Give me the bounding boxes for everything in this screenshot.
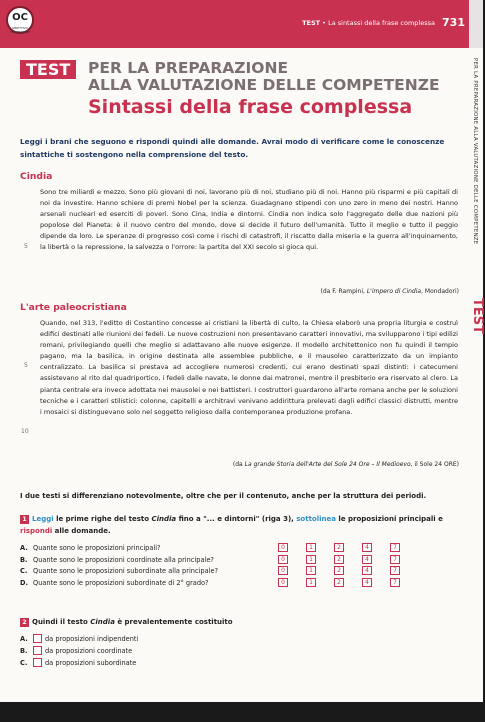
running-title-strong: TEST (302, 19, 321, 27)
answer-box[interactable]: 4 (362, 566, 372, 575)
q1-part-4: alle domande. (52, 527, 111, 535)
answer-box[interactable]: 1 (306, 566, 316, 575)
q1-item-text: Quante sono le proposizioni subordinate alla principale? (33, 567, 219, 575)
answer-box[interactable]: 7 (390, 555, 400, 564)
q2-option (20, 634, 138, 643)
answer-box[interactable]: 4 (362, 578, 372, 587)
page-title: Sintassi della frase complessa (88, 96, 413, 118)
side-tab-text: PER LA PREPARAZIONE ALLA VALUTAZIONE DELLE COMPETENZE (472, 58, 478, 245)
answer-box[interactable]: 1 (306, 555, 316, 564)
q1-item (20, 567, 218, 575)
source-cindia (320, 288, 459, 295)
q2-option-letter: C. (20, 659, 28, 667)
q1-part-3: le proposizioni principali e (336, 515, 443, 523)
source-cindia-pre: (da F. Rampini, (320, 288, 367, 295)
q1-item-text: Quante sono le proposizioni principali? (33, 544, 161, 552)
answer-box[interactable]: 0 (278, 555, 288, 564)
q1-item-text: Quante sono le proposizioni subordinate di 2° grado? (33, 578, 209, 587)
questions-lead: I due testi si differenziano notevolmente, oltre che per il contenuto, anche per la struttura dei periodi. (20, 492, 427, 500)
answer-box[interactable]: 0 (278, 578, 288, 587)
title-line-1: PER LA PREPARAZIONE (88, 59, 289, 77)
q2-checkbox[interactable] (33, 634, 42, 643)
q2-option (20, 658, 136, 667)
source-arte-title: La grande Storia dell'Arte del Sole 24 Ore – Il Medioevo (244, 461, 411, 468)
q2-option-text: da proposizioni indipendenti (45, 635, 139, 643)
source-arte-post: , il Sole 24 ORE) (410, 461, 459, 468)
q1-item (20, 544, 161, 552)
q1-item-letter: C. (20, 567, 28, 575)
q1-italic: Cindia (151, 515, 177, 523)
top-banner (0, 0, 483, 48)
question-1-number: 1 (20, 515, 29, 524)
q1-verb-rispondi: rispondi (20, 527, 53, 535)
page-number: 731 (442, 16, 465, 29)
source-cindia-title: L'impero di Cindia (366, 288, 422, 295)
question-2-number: 2 (20, 618, 29, 627)
section-title-cindia: Cindia (20, 171, 53, 182)
q1-item-text: Quante sono le proposizioni coordinate alla principale? (33, 555, 214, 564)
answer-box[interactable]: 7 (390, 566, 400, 575)
answer-box[interactable]: 0 (278, 566, 288, 575)
answer-box[interactable]: 0 (278, 543, 288, 552)
cindia-paragraph: Sono tre miliardi e mezzo. Sono più giovani di noi, lavorano più di noi, studiano più di noi. Hanno più risparmi e più capitali di noi da investire. Hanno schiere di premi Nobel per la scienza. Guadagnano stipendi con uno zero in meno dei nostri. Hanno arsenali nucleari ed eserciti di poveri. Sono Cina, India e dintorni. Cindia non indica solo l'aggregato delle due nazioni più popolose del Pianeta: è il nuovo centro del mondo, dove si decide il futuro dell'umanità. Tutto il meglio e tutto il peggio dipende da loro. Le speranze di progresso così come i rischi di catastrofi, il riscatto dalla miseria e la guerra all'inquinamento, la libertà o la repressione, la salvezza o l'orrore: la partita del XXI secolo si gioca qui. (40, 188, 458, 252)
q1-part-1: le prime righe del testo (53, 515, 152, 523)
source-cindia-post: , Mondadori) (421, 288, 459, 295)
section-title-arte: L'arte paleocristiana (20, 302, 127, 313)
arte-paragraph: Quando, nel 313, l'editto di Costantino concesse ai cristiani la libertà di culto, la Chiesa elaborò una propria liturgia e costruì edifici destinati alle riunioni dei fedeli. Le nuove costruzioni non presentavano caratteri innovativi, ma svilupparono i tipi edilizi romani, privilegiando quelli che meglio si adattavano alle nuove esigenze. Il modello architettonico non fu quindi il tempio pagano, ma la basilica, in origine destinata alle assemblee pubbliche, e il mausoleo caratterizzato da un impianto centralizzato. La basilica si prestava ad accogliere numerosi credenti, cui erano destinati spazi distinti: i catecumeni assistevano al rito dal quadriportico, i fedeli dalle navate, le donne dai matronei, mentre il presbiterio era riservato al clero. La pianta centrale era invece adottata nei mausolei e nei battisteri. I costruttori guardarono all'arte romana anche per le soluzioni tecniche e i caratteri stilistici: colonne, capitelli e architravi venivano addirittura prelevati dagli edifici classici distrutti, mentre i mosaici si distinguevano solo nel soggetto religioso dalla contemporanea produzione profana. (40, 319, 458, 416)
source-arte (233, 461, 459, 468)
answer-box[interactable]: 1 (306, 543, 316, 552)
answer-box[interactable]: 2 (334, 578, 344, 587)
line-number-10: 10 (21, 428, 29, 435)
question-2 (20, 618, 233, 627)
logo-subtext: OBIETTIVO COMPETENZE (9, 26, 31, 34)
answer-box[interactable]: 4 (362, 543, 372, 552)
answer-box[interactable]: 2 (334, 555, 344, 564)
line-number-5: 5 (24, 243, 28, 250)
answer-box[interactable]: 2 (334, 543, 344, 552)
q1-verb-sottolinea: sottolinea (296, 515, 336, 523)
answer-box[interactable]: 7 (390, 578, 400, 587)
logo-text: OC (12, 12, 28, 23)
q1-part-2: fino a "... e dintorni" (riga 3), (176, 515, 297, 523)
q1-item-letter: A. (20, 544, 28, 552)
answer-box[interactable]: 2 (334, 566, 344, 575)
q2-post: è prevalentemente costituito (114, 618, 233, 626)
q1-verb-leggi: Leggi (32, 515, 54, 523)
line-number-5b: 5 (24, 362, 28, 369)
running-title-text: • La sintassi della frase complessa (320, 19, 435, 27)
q2-italic: Cindia (90, 618, 115, 626)
q1-item (20, 579, 209, 587)
answer-box[interactable]: 1 (306, 578, 316, 587)
side-tab (469, 48, 485, 334)
q2-option-letter: A. (20, 635, 28, 643)
oc-logo (6, 6, 34, 34)
intro-text: Leggi i brani che seguono e rispondi quindi alle domande. Avrai modo di verificare come le conoscenze sintattiche ti sostengono nella comprensione del testo. (20, 137, 445, 159)
answer-box[interactable]: 4 (362, 555, 372, 564)
q2-option-text: da proposizioni subordinate (45, 659, 137, 667)
edge-tab (469, 0, 483, 48)
q2-pre: Quindi il testo (32, 618, 91, 626)
q2-option-letter: B. (20, 647, 28, 655)
q1-item-letter: B. (20, 555, 28, 564)
q1-item (20, 556, 214, 564)
title-line-2: ALLA VALUTAZIONE DELLE COMPETENZE (88, 76, 440, 94)
question-1 (20, 513, 460, 537)
side-tab-test: TEST (470, 298, 485, 334)
test-badge: TEST (20, 60, 76, 79)
q1-item-letter: D. (20, 578, 28, 587)
running-title (302, 19, 435, 27)
q2-option (20, 646, 132, 655)
q2-option-text: da proposizioni coordinate (45, 647, 133, 655)
q2-checkbox[interactable] (33, 646, 42, 655)
q2-checkbox[interactable] (33, 658, 42, 667)
source-arte-pre: (da (232, 461, 245, 468)
answer-box[interactable]: 7 (390, 543, 400, 552)
